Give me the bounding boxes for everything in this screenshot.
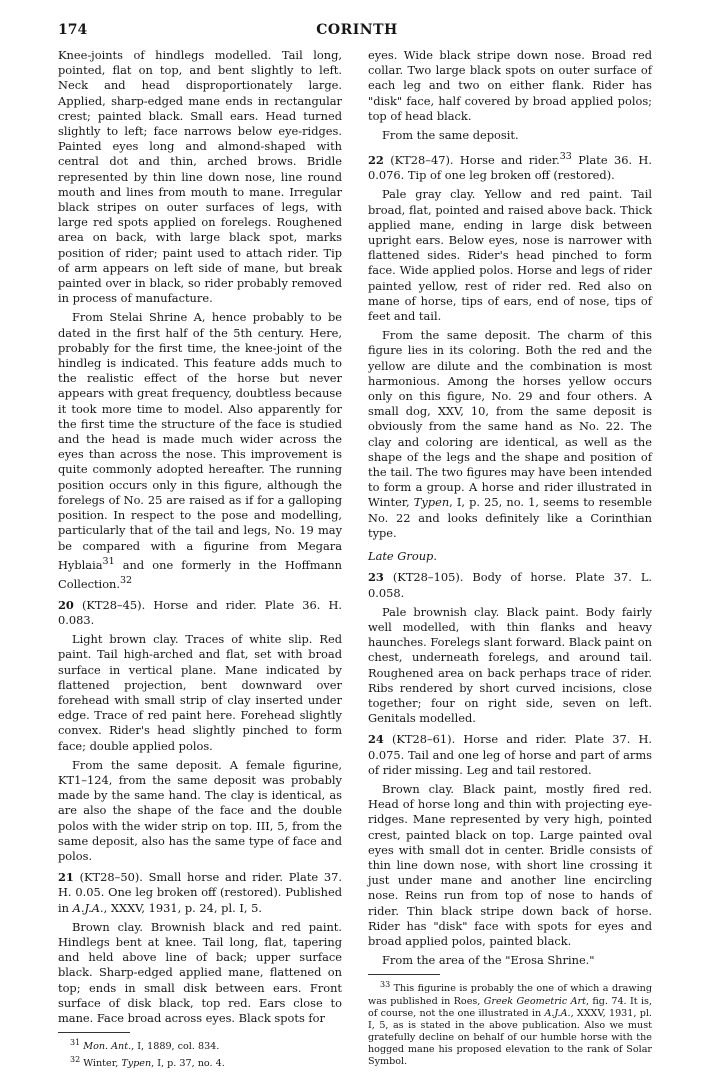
paragraph: Knee-joints of hindlegs modelled. Tail long, pointed, flat on top, and bent slightly to left. Neck and head disproportionately large. Applied, sharp-edged mane ends in rectangular crest; painted black. Small ears. Head turned slightly to left; face narrows below eye-ridges. Painted eyes long and almond-shaped with central dot and thin, arched brows. Bridle represented by thin line down nose, line round mouth and lines from mouth to mane. Irregular black stripes on outer surfaces of legs, with large red spots applied on forelegs. Roughened area on back, with large black spot, marks position of rider; paint used to attach rider. Tip of arm appears on left side of mane, but break painted over in black, so rider probably removed in process of manufacture. [58, 48, 342, 306]
footnote-text: , fig. 74. It is, of course, not the one illustrated in [368, 995, 652, 1019]
footnote [368, 979, 652, 1067]
page-number: 174 [58, 22, 88, 38]
running-head: CORINTH [316, 22, 398, 38]
entry-description: Pale gray clay. Yellow and red paint. Tail broad, flat, pointed and raised above back. Thick applied mane, ending in large disk between upright ears. Below eyes, nose is narrower with flattened sides. Rider's head pinched to form face. Wide applied polos. Horse and legs of rider painted yellow, rest of rider red. Red also on mane of horse, tips of ears, end of nose, tips of feet and tail. [368, 187, 652, 324]
entry-heading: , XXXV, 1931, p. 24, pl. I, 5. [103, 900, 262, 915]
entry-heading: (KT28–50). Small horse and rider. Plate 37. H. 0.05. One leg broken off (restored). Published in [58, 870, 342, 915]
text-run: , I, p. 25, no. 1, seems to resemble No. 22 and looks definitely like a Corinthian type. [368, 495, 653, 540]
entry-description: Brown clay. Black paint, mostly fired red. Head of horse long and thin with projecting eye-ridges. Mane represented by very high, pointed crest, painted black on top. Large painted oval eyes with small dot in center. Bridle consists of thin line down nose, with short line crossing it just under mane and another line encircling nose. Reins run from top of nose to hands of rider. Thin black stripe down back of horse. Rider has "disk" face with spots for eyes and broad applied polos, painted black. [368, 781, 652, 948]
entry-number: 21 [58, 870, 74, 885]
paragraph: eyes. Wide black stripe down nose. Broad red collar. Two large black spots on outer surface of each leg and two on either flank. Rider has "disk" face, half covered by broad applied polos; top of head black. [368, 48, 652, 123]
footnote-number: 31 [70, 1038, 81, 1048]
footnote-ref: 33 [559, 151, 572, 163]
footnote-number: 32 [70, 1055, 81, 1065]
paragraph [58, 310, 342, 591]
entry-description: Light brown clay. Traces of white slip. Red paint. Tail high-arched and flat, set with broad surface in vertical plane. Mane indicated by flattened projection, bent downward over forehead with small strip of clay inserted under edge. Trace of red paint here. Forehead slightly convex. Rider's head slightly pinched to form face; double applied polos. [58, 632, 342, 753]
entry-heading: (KT28–45). Horse and rider. Plate 36. H. 0.083. [58, 597, 342, 627]
source-title: Typen [413, 495, 450, 510]
group-heading: Late Group. [368, 549, 437, 564]
catalogue-entry-20 [58, 598, 342, 628]
paragraph: From the same deposit. [382, 128, 519, 143]
footnote-divider [58, 1032, 130, 1033]
footnote-text: Winter, [80, 1058, 122, 1070]
right-column [368, 48, 652, 1069]
source-title: Mon. Ant. [83, 1041, 132, 1053]
journal-title: A.J.A. [544, 1007, 571, 1019]
entry-heading: (KT28–105). Body of horse. Plate 37. L. 0.058. [368, 570, 652, 600]
text-run: and one formerly in the Hoffmann Collection. [58, 557, 342, 591]
footnote-text: This figurine is probably the one of which a drawing was published in Roes, [368, 983, 652, 1007]
left-column [58, 48, 342, 1072]
footnote-number: 33 [380, 980, 391, 990]
entry-heading: (KT28–47). Horse and rider. [383, 153, 560, 168]
entry-heading: (KT28–61). Horse and rider. Plate 37. H. 0.075. Tail and one leg of horse and part of arms of rider missing. Leg and tail restored. [368, 732, 652, 777]
entry-number: 22 [368, 153, 384, 168]
source-title: Greek Geometric Art [483, 995, 586, 1007]
entry-number: 24 [368, 732, 384, 747]
footnote-divider [368, 974, 440, 975]
footnotes [58, 1032, 342, 1070]
journal-title: A.J.A. [72, 900, 104, 915]
footnote-text: , I, 1889, col. 834. [131, 1041, 220, 1053]
footnote-ref: 32 [120, 574, 133, 586]
entry-note: From the area of the "Erosa Shrine." [382, 953, 595, 968]
footnote [58, 1037, 342, 1053]
catalogue-entry-21 [58, 870, 342, 916]
entry-note [368, 328, 652, 541]
entry-description: Brown clay. Brownish black and red paint. Hindlegs bent at knee. Tail long, flat, tapering and held above line of back; upper surface black. Sharp-edged applied mane, flattened on top; ends in small disk between ears. Front surface of disk black, top red. Ears close to mane. Face broad across eyes. Black spots for [58, 919, 342, 1025]
entry-description: Pale brownish clay. Black paint. Body fairly well modelled, with thin flanks and heavy haunches. Forelegs slant forward. Black paint on chest, underneath forelegs, and around tail. Roughened area on back perhaps trace of rider. Ribs rendered by short curved incisions, close together; four on right side, seven on left. Genitals modelled. [368, 604, 652, 726]
source-title: Typen [121, 1058, 152, 1070]
entry-heading: Plate 36. H. 0.076. Tip of one leg broken off (restored). [368, 153, 652, 183]
catalogue-entry-22 [368, 149, 652, 183]
footnote [58, 1054, 342, 1070]
entry-number: 20 [58, 597, 74, 612]
footnote-ref: 31 [102, 555, 115, 567]
footnotes [368, 974, 652, 1067]
footnote-text: , I, p. 37, no. 4. [151, 1058, 225, 1070]
catalogue-entry-23 [368, 570, 652, 600]
catalogue-entry-24 [368, 732, 652, 778]
entry-note: From the same deposit. A female figurine, KT1–124, from the same deposit was probably made by the same hand. The clay is identical, as are also the shape of the face and the double polos with the wider strip on top. III, 5, from the same deposit, also has the same type of face and polos. [58, 757, 342, 863]
entry-number: 23 [368, 570, 384, 585]
text-run: From Stelai Shrine A, hence probably to be dated in the first half of the 5th century. Here, probably for the first time, the knee-joint of the hindleg is indicated. This feature adds much to the realistic effect of the horse but never appears with great frequency, doubtless because it took more time to model. Also apparently for the first time the structure of the face is studied and the head is made much wider across the eyes than across the nose. This improvement is quite commonly adopted hereafter. The running position occurs only in this figure, although the forelegs of No. 25 are raised as if for a galloping position. In respect to the pose and modelling, particularly that of the tail and legs, No. 19 may be compared with a figurine from Megara Hyblaia [58, 310, 342, 572]
text-run: From the same deposit. The charm of this figure lies in its coloring. Both the red and the yellow are dilute and the combination is most harmonious. Among the horses yellow occurs only on this figure, No. 29 and four others. A small dog, XXV, 10, from the same deposit is obviously from the same hand as No. 22. The clay and coloring are identical, as well as the shape of the legs and the shape and position of the tail. The two figures may have been intended to form a group. A horse and rider illustrated in Winter, [368, 328, 652, 510]
footnote-text: , XXXV, 1931, pl. I, 5, as is stated in the above publication. Also we must gratefully decline on behalf of our humble horse with the hogged mane his proposed elevation to the rank of Solar Symbol. [368, 1007, 652, 1067]
